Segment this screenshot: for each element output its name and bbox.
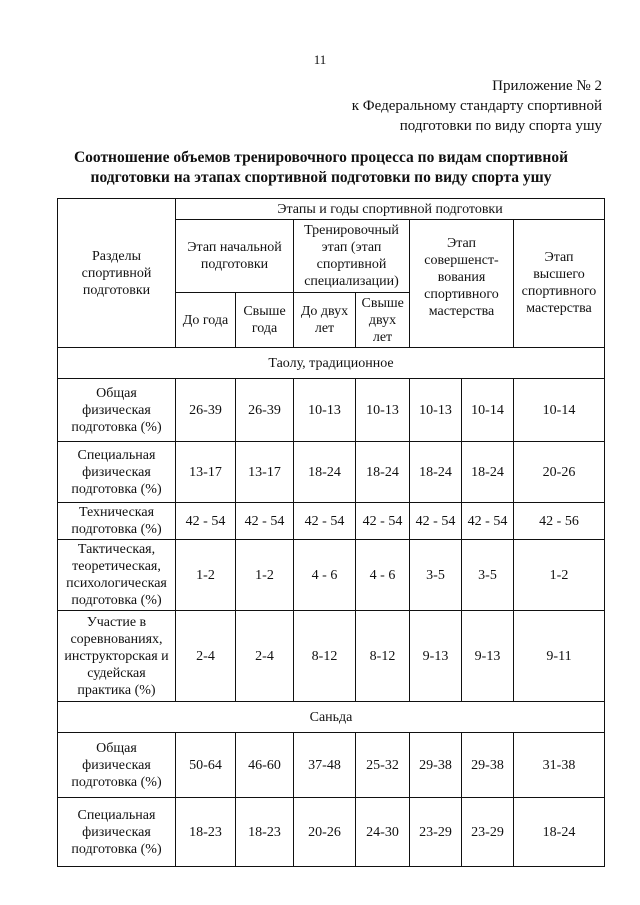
stage-label: Этап совершенст-вования спортивного мастерства <box>424 236 499 319</box>
table-row <box>58 503 605 540</box>
value-cell: 18-24 <box>514 798 605 867</box>
value-cell: 4 - 6 <box>356 540 410 611</box>
title-line: Соотношение объемов тренировочного процесса по видам спортивной <box>73 149 569 166</box>
value-cell: 1-2 <box>176 540 236 611</box>
stage-label: Тренировочный этап (этап спортивной специализации) <box>304 223 399 289</box>
section-header: Таолу, традиционное <box>58 348 605 379</box>
value-cell: 2-4 <box>176 611 236 702</box>
stages-header: Этапы и годы спортивной подготовки <box>176 199 605 220</box>
value-cell: 18-23 <box>236 798 294 867</box>
row-label: Техническая подготовка (%) <box>58 503 176 540</box>
table-row <box>58 798 605 867</box>
value-cell: 42 - 54 <box>176 503 236 540</box>
appendix-note <box>352 76 602 136</box>
value-cell: 1-2 <box>514 540 605 611</box>
stage-initial-header <box>176 220 294 293</box>
stage-higher-header <box>514 220 605 348</box>
title-line: подготовки на этапах спортивной подготовки по виду спорта ушу <box>90 169 552 186</box>
stage-label: Этап начальной подготовки <box>187 240 282 272</box>
value-cell: 18-24 <box>462 442 514 503</box>
value-cell: 42 - 54 <box>294 503 356 540</box>
row-label: Общая физическая подготовка (%) <box>58 733 176 798</box>
stage-label: Этап высшего спортивного мастерства <box>521 250 597 316</box>
value-cell: 42 - 54 <box>356 503 410 540</box>
value-cell: 13-17 <box>236 442 294 503</box>
value-cell: 18-24 <box>294 442 356 503</box>
table-row <box>58 733 605 798</box>
value-cell: 26-39 <box>236 379 294 442</box>
stage-training-header <box>294 220 410 293</box>
value-cell: 20-26 <box>294 798 356 867</box>
value-cell: 42 - 56 <box>514 503 605 540</box>
row-label: Тактическая, теоретическая, психологическая подготовка (%) <box>58 540 176 611</box>
value-cell: 37-48 <box>294 733 356 798</box>
value-cell: 9-11 <box>514 611 605 702</box>
value-cell: 24-30 <box>356 798 410 867</box>
value-cell: 3-5 <box>462 540 514 611</box>
value-cell: 10-13 <box>410 379 462 442</box>
year-header: До года <box>176 293 236 348</box>
value-cell: 29-38 <box>462 733 514 798</box>
row-label: Общая физическая подготовка (%) <box>58 379 176 442</box>
table-row <box>58 442 605 503</box>
document-title <box>40 148 602 188</box>
value-cell: 46-60 <box>236 733 294 798</box>
value-cell: 23-29 <box>462 798 514 867</box>
value-cell: 2-4 <box>236 611 294 702</box>
row-label: Специальная физическая подготовка (%) <box>58 798 176 867</box>
value-cell: 10-13 <box>356 379 410 442</box>
row-header-cell <box>58 199 176 348</box>
value-cell: 42 - 54 <box>236 503 294 540</box>
value-cell: 50-64 <box>176 733 236 798</box>
value-cell: 8-12 <box>294 611 356 702</box>
year-header: Свыше двух лет <box>356 293 410 348</box>
appendix-line: к Федеральному стандарту спортивной <box>351 98 602 114</box>
value-cell: 18-24 <box>356 442 410 503</box>
value-cell: 1-2 <box>236 540 294 611</box>
value-cell: 18-23 <box>176 798 236 867</box>
value-cell: 29-38 <box>410 733 462 798</box>
table-row <box>58 540 605 611</box>
value-cell: 31-38 <box>514 733 605 798</box>
appendix-line: Приложение № 2 <box>492 78 602 94</box>
page-number: 11 <box>313 52 327 67</box>
value-cell: 23-29 <box>410 798 462 867</box>
value-cell: 9-13 <box>410 611 462 702</box>
value-cell: 20-26 <box>514 442 605 503</box>
appendix-line: подготовки по виду спорта ушу <box>399 118 602 134</box>
year-header: Свыше года <box>236 293 294 348</box>
value-cell: 10-14 <box>462 379 514 442</box>
value-cell: 42 - 54 <box>410 503 462 540</box>
value-cell: 42 - 54 <box>462 503 514 540</box>
table-row <box>58 379 605 442</box>
section-header: Саньда <box>58 702 605 733</box>
row-header: Разделы спортивной подготовки <box>81 248 152 298</box>
value-cell: 8-12 <box>356 611 410 702</box>
value-cell: 18-24 <box>410 442 462 503</box>
value-cell: 26-39 <box>176 379 236 442</box>
value-cell: 10-14 <box>514 379 605 442</box>
value-cell: 25-32 <box>356 733 410 798</box>
table-row <box>58 611 605 702</box>
value-cell: 9-13 <box>462 611 514 702</box>
value-cell: 4 - 6 <box>294 540 356 611</box>
stage-improvement-header <box>410 220 514 348</box>
training-ratio-table <box>57 198 605 867</box>
value-cell: 13-17 <box>176 442 236 503</box>
year-header: До двух лет <box>294 293 356 348</box>
row-label: Специальная физическая подготовка (%) <box>58 442 176 503</box>
value-cell: 10-13 <box>294 379 356 442</box>
row-label: Участие в соревнованиях, инструкторская и судейская практика (%) <box>58 611 176 702</box>
value-cell: 3-5 <box>410 540 462 611</box>
